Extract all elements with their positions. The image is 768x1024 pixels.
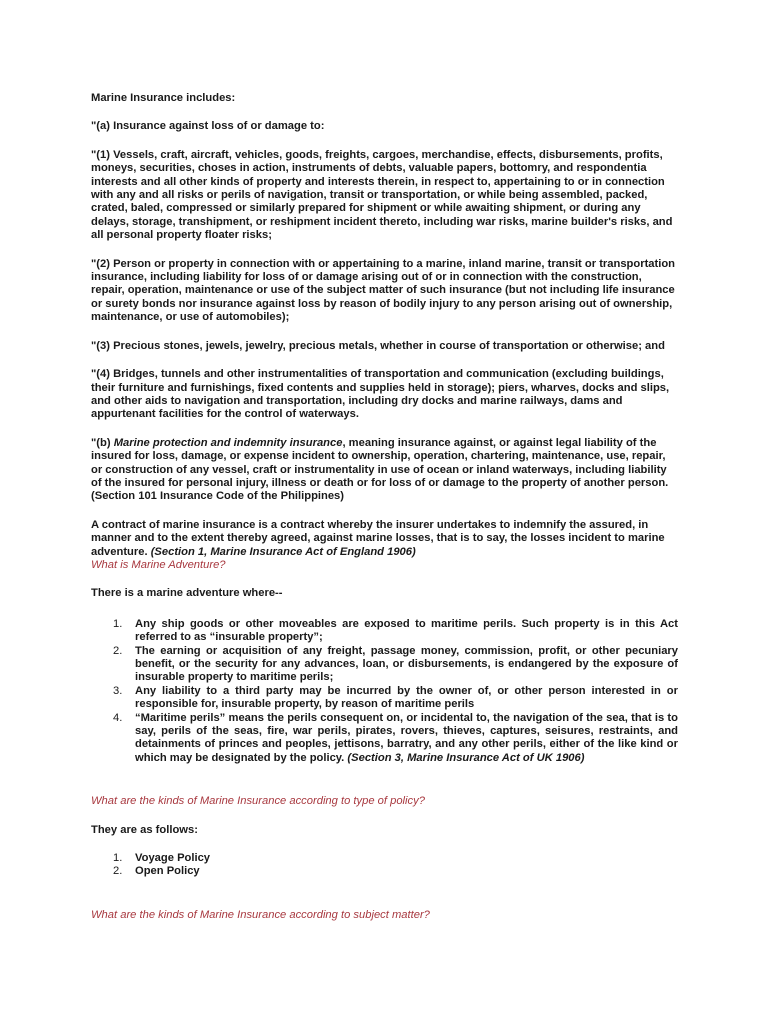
list-item [91,645,678,685]
contract-body: A contract of marine insurance is a contract whereby the insurer undertakes to indemnify the assured, in manner and to the extent thereby agreed, against marine losses, that is to say, the losses incident to marine adventure. [91,518,665,558]
list-item [91,865,678,878]
list-number: 2. [113,644,123,657]
section-b-body: , meaning insurance against, or against legal liability of the insured for loss, damage, or expense incident to ownership, operation, chartering, maintenance, use, repair, or construction of any vessel, craft or instrumentality in use of ocean or inland waterways, including liability of the insured for personal injury, illness or death or for loss of or damage to the property of another person. (Section 101 Insurance Code of the Philippines) [91,436,669,503]
policy-list [91,852,678,879]
list-number: 3. [113,684,123,697]
question-subject-matter: What are the kinds of Marine Insurance according to subject matter? [91,908,430,921]
section-a-item-4: "(4) Bridges, tunnels and other instrumentalities of transportation and communication (excluding buildings, their furniture and furnishings, fixed contents and supplies held in storage); piers, wharves, docks and slips, and other aids to navigation and transportation, including dry docks and marine railways, dams and appurtenant facilities for the control of waterways. [91,368,670,421]
list-item [91,712,678,766]
section-b-prefix: "(b) [91,436,114,449]
question-policy-type: What are the kinds of Marine Insurance according to type of policy? [91,795,425,808]
list-text: Open Policy [135,865,200,878]
list-text: “Maritime perils” means the perils consequent on, or incidental to, the navigation of the sea, that is to say, perils of the seas, fire, war perils, pirates, rovers, thieves, captures, seisures, restraints, and detainments of princes and peoples, jettisons, barratry, and any other perils, either of the like kind or which may be designated by the policy. [135,711,678,764]
list-text: Any ship goods or other moveables are exposed to maritime perils. Such property is in this Act referred to as “insurable property”; [135,617,678,644]
list-number: 2. [113,865,123,878]
question-marine-adventure: What is Marine Adventure? [91,558,226,571]
contract-paragraph [91,519,678,559]
adventure-list [91,618,678,765]
list-number: 4. [113,711,123,724]
contract-citation: (Section 1, Marine Insurance Act of England 1906) [150,545,416,558]
list-text: Voyage Policy [135,852,211,865]
section-a-item-1: "(1) Vessels, craft, aircraft, vehicles, goods, freights, cargoes, merchandise, effects, disbursements, profits, moneys, securities, choses in action, instruments of debts, valuable papers, bottomry, and respondentia interests and all other kinds of property and interests therein, in respect to, appertaining to or in connection with any and all risks or perils of navigation, transit or transportation, or while being assembled, packed, crated, baled, compressed or similarly prepared for shipment or while awaiting shipment, or during any delays, storage, transhipment, or reshipment incident thereto, including war risks, marine builder's risks, and all personal property floater risks; [91,148,673,242]
section-b [91,437,678,504]
section-a-intro: "(a) Insurance against loss of or damage to: [91,120,325,133]
list-item [91,852,678,865]
list-text: The earning or acquisition of any freight, passage money, commission, profit, or other pecuniary benefit, or the security for any advances, loan, or disbursements, is endangered by the exposure of insurable property to maritime perils; [135,644,678,684]
heading: Marine Insurance includes: [91,92,236,104]
section-a-item-2: "(2) Person or property in connection with or appertaining to a marine, inland marine, transit or transportation insurance, including liability for loss of or damage arising out of or in connection with the construction, repair, operation, maintenance or use of the subject matter of such insurance (but not including life insurance or surety bonds nor insurance against loss by reason of bodily injury to any person arising out of ownership, maintenance, or use of automobiles); [91,257,676,324]
list-number: 1. [113,617,123,630]
list-citation: (Section 3, Marine Insurance Act of UK 1906) [347,751,585,764]
policy-intro: They are as follows: [91,823,198,836]
adventure-intro: There is a marine adventure where-- [91,587,283,600]
list-item [91,618,678,645]
list-text: Any liability to a third party may be incurred by the owner of, or other person interested in or responsible for, insurable property, by reason of maritime perils [135,684,678,711]
list-item [91,685,678,712]
section-b-term: Marine protection and indemnity insurance [113,436,343,449]
list-number: 1. [113,852,123,865]
section-a-item-3: "(3) Precious stones, jewels, jewelry, precious metals, whether in course of transportation or otherwise; and [91,339,665,352]
